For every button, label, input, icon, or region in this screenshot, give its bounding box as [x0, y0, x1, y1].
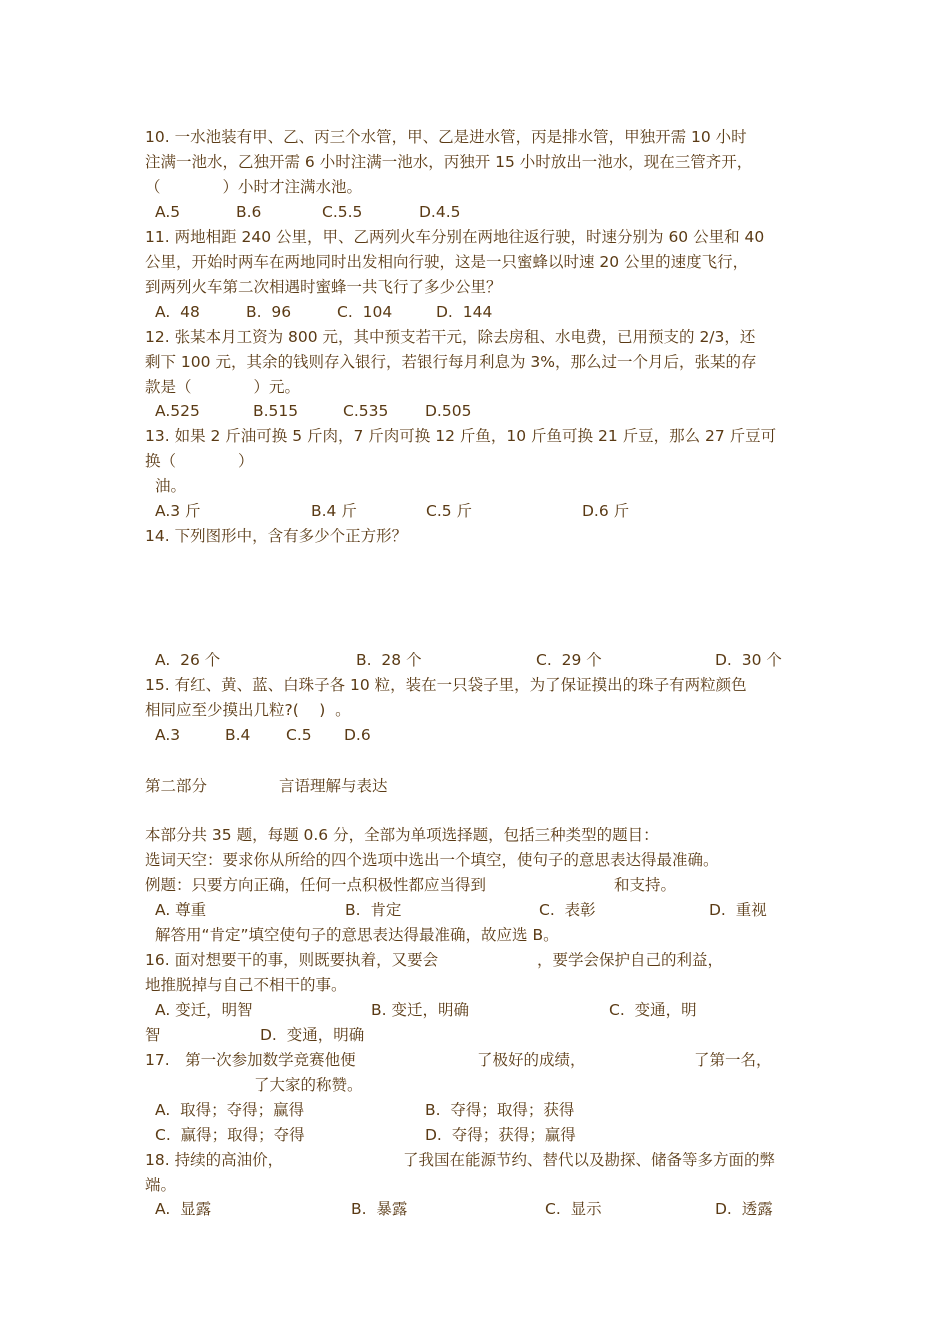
q13-option-b: B.4 斤	[311, 502, 357, 520]
q16-option-d: D. 变通，明确	[260, 1026, 365, 1044]
question-17-line-2: 了大家的称赞。	[254, 1076, 363, 1094]
question-18-line-1a: 18. 持续的高油价，	[145, 1151, 284, 1169]
question-17-line-1b: 了极好的成绩，	[477, 1051, 586, 1069]
q12-option-c: C.535	[343, 402, 389, 420]
question-15-line-2: 相同应至少摸出几粒?( ) 。	[145, 701, 351, 719]
part-2-title: 言语理解与表达	[279, 777, 388, 795]
q16-option-c: C. 变通，明	[609, 1001, 697, 1019]
example-answer: 解答用“肯定”填空使句子的意思表达得最准确，故应选 B。	[155, 926, 559, 944]
q17-option-b: B. 夺得；取得；获得	[425, 1101, 575, 1119]
question-14-line-1: 14. 下列图形中，含有多少个正方形？	[145, 527, 408, 545]
question-16-line-1b: ，要学会保护自己的利益，	[537, 951, 724, 969]
q11-option-c: C. 104	[337, 303, 393, 321]
question-12-line-3: 款是（ ）元。	[145, 378, 301, 396]
question-12-line-1: 12. 张某本月工资为 800 元，其中预支若干元，除去房租、水电费，已用预支的 2/3，还	[145, 328, 756, 346]
question-11-line-3: 到两列火车第二次相遇时蜜蜂一共飞行了多少公里？	[145, 278, 502, 296]
q10-option-b: B.6	[236, 203, 262, 221]
q15-option-d: D.6	[344, 726, 371, 744]
question-17-line-1c: 了第一名，	[694, 1051, 772, 1069]
example-option-d: D. 重视	[709, 901, 767, 919]
intro-line-1: 本部分共 35 题，每题 0.6 分，全部为单项选择题，包括三种类型的题目：	[145, 826, 659, 844]
q18-option-a: A. 显露	[155, 1200, 212, 1218]
question-13-line-2: 换（ ）	[145, 452, 254, 470]
part-2-label: 第二部分	[145, 777, 208, 795]
q12-option-b: B.515	[253, 402, 299, 420]
question-10-line-1: 10. 一水池装有甲、乙、丙三个水管，甲、乙是进水管，丙是排水管，甲独开需 10 小时	[145, 128, 747, 146]
q14-option-c: C. 29 个	[536, 651, 602, 669]
q17-option-a: A. 取得；夺得；赢得	[155, 1101, 305, 1119]
question-13-line-3: 油。	[155, 477, 187, 495]
question-12-line-2: 剩下 100 元，其余的钱则存入银行，若银行每月利息为 3%，那么过一个月后，张某的存	[145, 353, 757, 371]
q12-option-a: A.525	[155, 402, 200, 420]
question-18-line-1b: 了我国在能源节约、替代以及勘探、储备等多方面的弊	[403, 1151, 776, 1169]
question-16-line-1a: 16. 面对想要干的事，则既要执着，又要会	[145, 951, 439, 969]
example-option-a: A. 尊重	[155, 901, 207, 919]
question-11-line-2: 公里，开始时两车在两地同时出发相向行驶，这是一只蜜蜂以时速 20 公里的速度飞行，	[145, 253, 749, 271]
q16-option-b: B. 变迁，明确	[371, 1001, 469, 1019]
q15-option-a: A.3	[155, 726, 181, 744]
q15-option-c: C.5	[286, 726, 312, 744]
q10-option-a: A.5	[155, 203, 181, 221]
q15-option-b: B.4	[225, 726, 251, 744]
q16-option-c-cont: 智	[145, 1026, 161, 1044]
question-10-line-2: 注满一池水，乙独开需 6 小时注满一池水，丙独开 15 小时放出一池水，现在三管齐开，	[145, 153, 753, 171]
q11-option-a: A. 48	[155, 303, 200, 321]
question-17-line-1a: 17. 第一次参加数学竞赛他便	[145, 1051, 356, 1069]
question-15-line-1: 15. 有红、黄、蓝、白珠子各 10 粒，装在一只袋子里，为了保证摸出的珠子有两粒颜色	[145, 676, 747, 694]
q18-option-d: D. 透露	[715, 1200, 773, 1218]
q13-option-d: D.6 斤	[582, 502, 630, 520]
q11-option-d: D. 144	[436, 303, 493, 321]
question-11-line-1: 11. 两地相距 240 公里，甲、乙两列火车分别在两地往返行驶，时速分别为 60 公里和 40	[145, 228, 765, 246]
question-10-line-3: （ ）小时才注满水池。	[145, 178, 363, 196]
example-text-a: 例题：只要方向正确，任何一点积极性都应当得到	[145, 876, 487, 894]
q17-option-d: D. 夺得；获得；赢得	[425, 1126, 576, 1144]
q10-option-c: C.5.5	[322, 203, 363, 221]
q18-option-b: B. 暴露	[351, 1200, 408, 1218]
q12-option-d: D.505	[425, 402, 472, 420]
question-13-line-1: 13. 如果 2 斤油可换 5 斤肉，7 斤肉可换 12 斤鱼，10 斤鱼可换 21 斤豆，那么 27 斤豆可	[145, 427, 777, 445]
q10-option-d: D.4.5	[419, 203, 461, 221]
q13-option-a: A.3 斤	[155, 502, 201, 520]
q14-option-b: B. 28 个	[356, 651, 422, 669]
q18-option-c: C. 显示	[545, 1200, 602, 1218]
question-18-line-2: 端。	[145, 1176, 177, 1194]
q13-option-c: C.5 斤	[426, 502, 473, 520]
example-option-b: B. 肯定	[345, 901, 402, 919]
q14-option-d: D. 30 个	[715, 651, 782, 669]
q17-option-c: C. 赢得；取得；夺得	[155, 1126, 305, 1144]
question-16-line-2: 地推脱掉与自己不相干的事。	[145, 976, 347, 994]
q16-option-a: A. 变迁，明智	[155, 1001, 253, 1019]
example-option-c: C. 表彰	[539, 901, 596, 919]
intro-line-2: 选词天空：要求你从所给的四个选项中选出一个填空，使句子的意思表达得最准确。	[145, 851, 719, 869]
example-text-b: 和支持。	[614, 876, 677, 894]
q14-option-a: A. 26 个	[155, 651, 221, 669]
q11-option-b: B. 96	[246, 303, 292, 321]
